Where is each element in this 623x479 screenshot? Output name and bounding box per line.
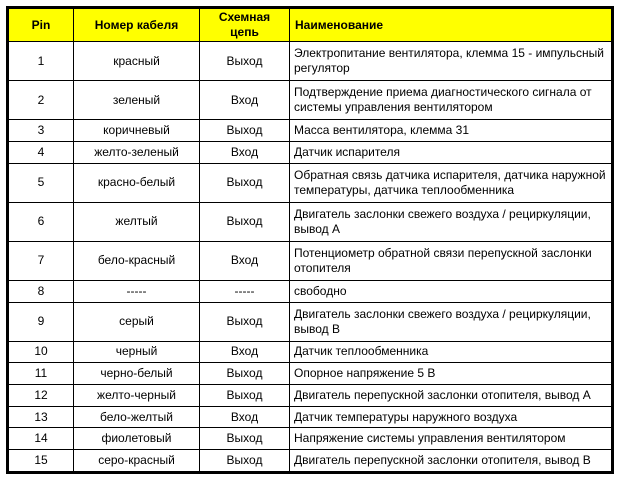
cell-name: Подтверждение приема диагностического сигнала от системы управления вентилятором (290, 81, 612, 120)
cell-cable: серо-красный (74, 450, 200, 472)
cell-pin: 9 (9, 302, 74, 341)
cell-pin: 15 (9, 450, 74, 472)
table-row (9, 428, 612, 450)
cell-pin: 10 (9, 341, 74, 363)
table-row (9, 202, 612, 241)
cell-cable: фиолетовый (74, 428, 200, 450)
cell-pin: 12 (9, 384, 74, 406)
cell-circuit: Вход (200, 141, 290, 163)
table-row (9, 363, 612, 385)
cell-cable: черно-белый (74, 363, 200, 385)
cell-pin: 14 (9, 428, 74, 450)
table-row (9, 302, 612, 341)
cell-cable: черный (74, 341, 200, 363)
header-name: Наименование (290, 9, 612, 42)
cell-name: Электропитание вентилятора, клемма 15 - импульсный регулятор (290, 42, 612, 81)
cell-cable: желто-черный (74, 384, 200, 406)
cell-cable: бело-желтый (74, 406, 200, 428)
cell-circuit: Выход (200, 450, 290, 472)
table-row (9, 163, 612, 202)
cell-name: Датчик температуры наружного воздуха (290, 406, 612, 428)
cell-name: Напряжение системы управления вентилятором (290, 428, 612, 450)
cell-name: Масса вентилятора, клемма 31 (290, 120, 612, 142)
cell-circuit: Вход (200, 241, 290, 280)
cell-circuit: Выход (200, 302, 290, 341)
cell-cable: желто-зеленый (74, 141, 200, 163)
cell-name: Двигатель перепускной заслонки отопителя, вывод А (290, 384, 612, 406)
table-body (9, 42, 612, 472)
table-row (9, 280, 612, 302)
cell-circuit: Выход (200, 202, 290, 241)
cell-cable: ----- (74, 280, 200, 302)
cell-pin: 11 (9, 363, 74, 385)
cell-pin: 5 (9, 163, 74, 202)
cell-circuit: Выход (200, 384, 290, 406)
table-row (9, 120, 612, 142)
cell-circuit: Выход (200, 428, 290, 450)
cell-cable: бело-красный (74, 241, 200, 280)
table-row (9, 384, 612, 406)
cell-pin: 2 (9, 81, 74, 120)
table-row (9, 42, 612, 81)
cell-name: Опорное напряжение 5 В (290, 363, 612, 385)
cell-name: Двигатель заслонки свежего воздуха / рециркуляции, вывод В (290, 302, 612, 341)
cell-pin: 8 (9, 280, 74, 302)
cell-circuit: ----- (200, 280, 290, 302)
cell-name: Датчик испарителя (290, 141, 612, 163)
cell-circuit: Выход (200, 120, 290, 142)
cell-cable: желтый (74, 202, 200, 241)
table-row (9, 81, 612, 120)
cell-cable: красный (74, 42, 200, 81)
cell-name: Двигатель перепускной заслонки отопителя, вывод В (290, 450, 612, 472)
cell-name: Обратная связь датчика испарителя, датчика наружной температуры, датчика теплообменника (290, 163, 612, 202)
header-circuit: Схемная цепь (200, 9, 290, 42)
cell-pin: 7 (9, 241, 74, 280)
cell-pin: 3 (9, 120, 74, 142)
table-row (9, 406, 612, 428)
cell-circuit: Вход (200, 341, 290, 363)
pinout-table-frame (6, 6, 614, 474)
table-header-row (9, 9, 612, 42)
cell-name: Двигатель заслонки свежего воздуха / рециркуляции, вывод А (290, 202, 612, 241)
cell-name: свободно (290, 280, 612, 302)
cell-circuit: Вход (200, 81, 290, 120)
cell-cable: коричневый (74, 120, 200, 142)
table-row (9, 141, 612, 163)
cell-pin: 6 (9, 202, 74, 241)
cell-circuit: Вход (200, 406, 290, 428)
cell-cable: серый (74, 302, 200, 341)
pinout-table (8, 8, 612, 472)
cell-pin: 13 (9, 406, 74, 428)
cell-cable: зеленый (74, 81, 200, 120)
cell-cable: красно-белый (74, 163, 200, 202)
header-pin: Pin (9, 9, 74, 42)
cell-circuit: Выход (200, 363, 290, 385)
cell-circuit: Выход (200, 163, 290, 202)
table-row (9, 241, 612, 280)
cell-name: Потенциометр обратной связи перепускной заслонки отопителя (290, 241, 612, 280)
cell-pin: 1 (9, 42, 74, 81)
header-cable: Номер кабеля (74, 9, 200, 42)
table-row (9, 341, 612, 363)
cell-circuit: Выход (200, 42, 290, 81)
cell-name: Датчик теплообменника (290, 341, 612, 363)
table-row (9, 450, 612, 472)
cell-pin: 4 (9, 141, 74, 163)
